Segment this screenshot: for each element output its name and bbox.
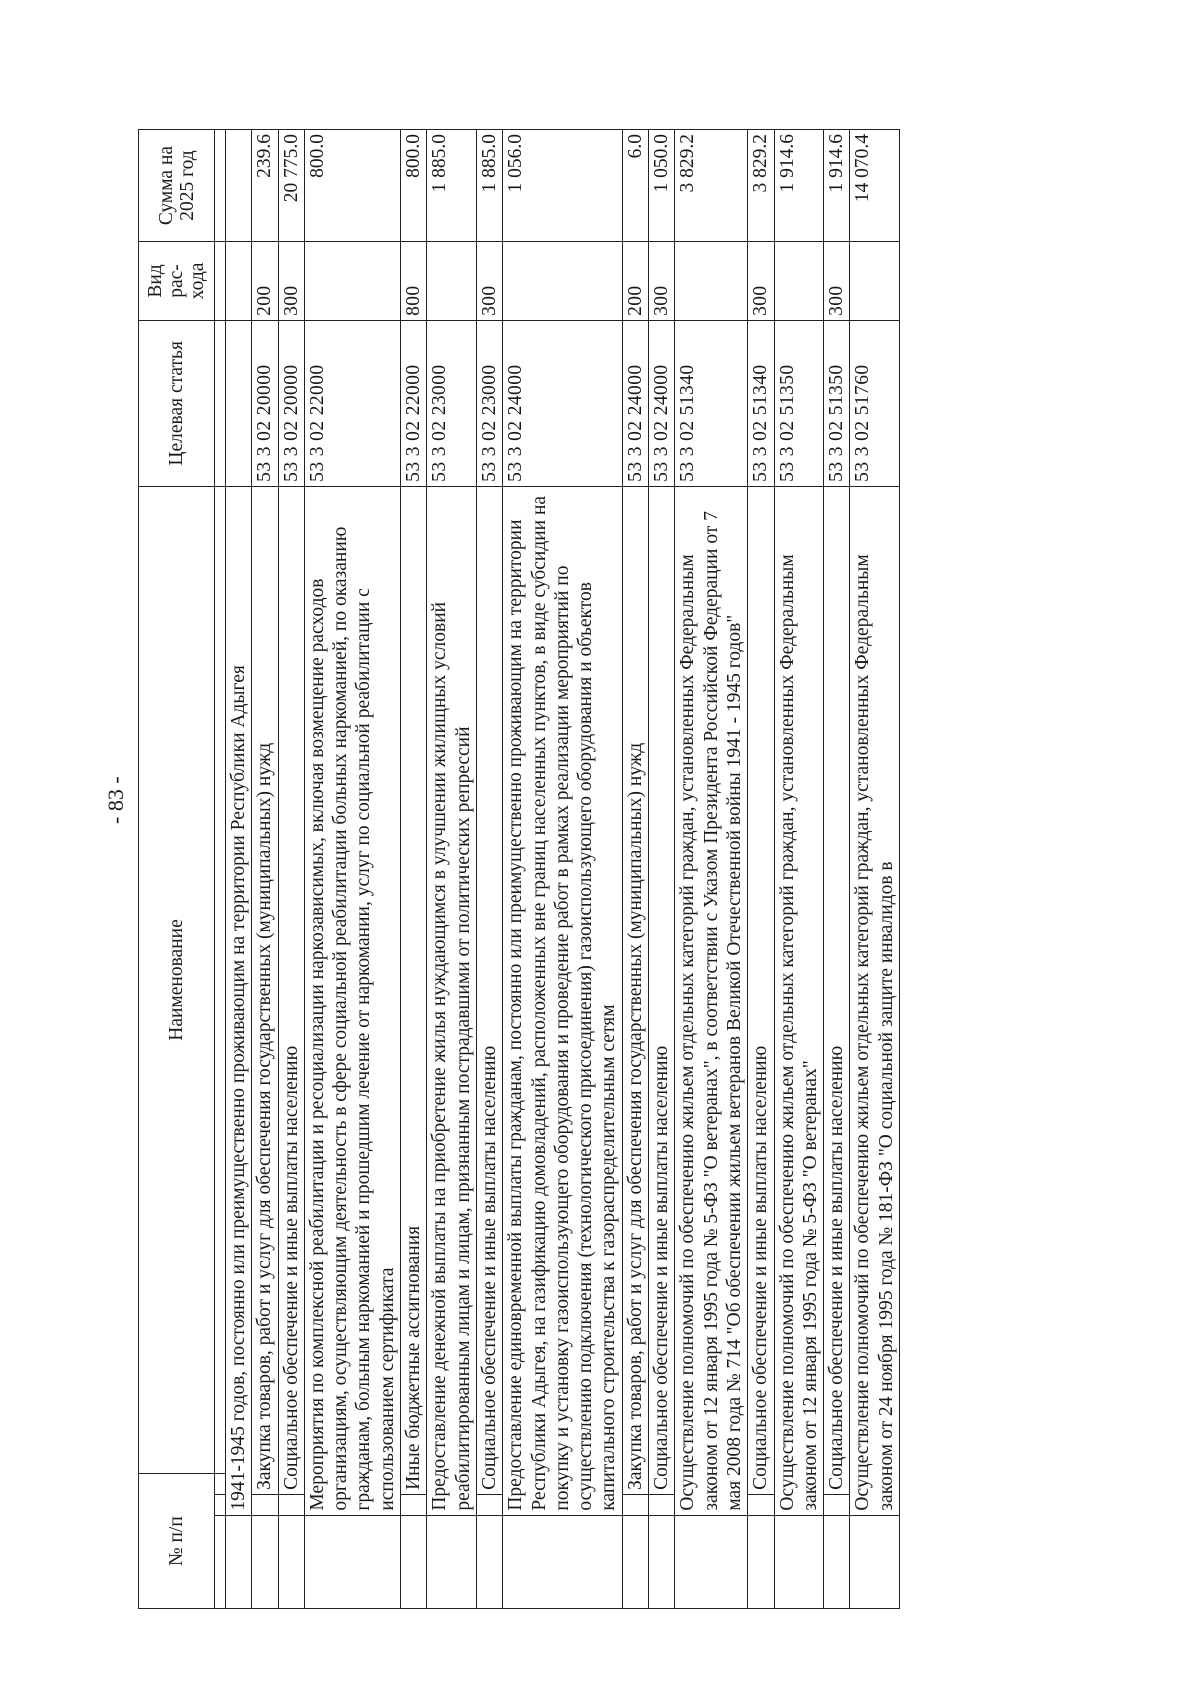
- row-vid: 300: [649, 242, 675, 321]
- row-sum: 1 914.6: [774, 130, 824, 242]
- row-name: Социальное обеспечение и иные выплаты населению: [649, 486, 675, 1494]
- table-row: [304, 130, 400, 1609]
- row-sum: 1 050.0: [649, 130, 675, 242]
- row-sum: 1 914.6: [824, 130, 850, 242]
- num-cell: [649, 1515, 675, 1608]
- row-code: 53 3 02 24000: [503, 320, 622, 486]
- row-vid: [427, 242, 477, 321]
- header-code: Целевая статья: [139, 320, 215, 486]
- table-row: [649, 130, 675, 1609]
- num-cell: [427, 1515, 477, 1608]
- row-sum: 20 775.0: [278, 130, 304, 242]
- row-name: Социальное обеспечение и иные выплаты населению: [824, 486, 850, 1494]
- row-vid: 200: [252, 242, 278, 321]
- row-name: Социальное обеспечение и иные выплаты населению: [748, 486, 774, 1494]
- table-row: [850, 130, 900, 1609]
- budget-table-sheet: [138, 129, 1078, 1609]
- row-vid: [774, 242, 824, 321]
- indent-cell: [252, 1494, 278, 1515]
- row-code: 53 3 02 24000: [622, 320, 648, 486]
- row-code: 53 3 02 20000: [278, 320, 304, 486]
- row-code: 53 3 02 24000: [649, 320, 675, 486]
- row-code: 53 3 02 23000: [427, 320, 477, 486]
- row-sum: 800.0: [401, 130, 427, 242]
- row-name: Осуществление полномочий по обеспечению жильем отдельных категорий граждан, установленных Федеральным законом от 12 января 1995 года № 5-ФЗ "О ветеранах": [774, 486, 824, 1515]
- row-sum: 1 885.0: [427, 130, 477, 242]
- header-gap-row: [215, 130, 226, 1609]
- row-code: 53 3 02 51350: [824, 320, 850, 486]
- row-sum: [226, 130, 252, 242]
- row-code: 53 3 02 22000: [401, 320, 427, 486]
- indent-cell: [824, 1494, 850, 1515]
- row-sum: 6.0: [622, 130, 648, 242]
- row-sum: 1 885.0: [476, 130, 502, 242]
- row-code: 53 3 02 20000: [252, 320, 278, 486]
- row-sum: 14 070.4: [850, 130, 900, 242]
- num-cell: [503, 1515, 622, 1608]
- page-number: - 83 -: [103, 776, 128, 824]
- indent-cell: [476, 1494, 502, 1515]
- row-vid: 300: [824, 242, 850, 321]
- row-vid: 300: [476, 242, 502, 321]
- row-sum: 3 829.2: [748, 130, 774, 242]
- indent-cell: [401, 1494, 427, 1515]
- header-sum: Сумма на 2025 год: [139, 130, 215, 242]
- num-cell: [824, 1515, 850, 1608]
- num-cell: [675, 1515, 748, 1608]
- table-body: [226, 130, 900, 1609]
- row-vid: [226, 242, 252, 321]
- indent-cell: [622, 1494, 648, 1515]
- row-sum: 3 829.2: [675, 130, 748, 242]
- table-row: [252, 130, 278, 1609]
- num-cell: [748, 1515, 774, 1608]
- row-sum: 800.0: [304, 130, 400, 242]
- row-code: 53 3 02 51340: [675, 320, 748, 486]
- indent-cell: [278, 1494, 304, 1515]
- num-cell: [850, 1515, 900, 1608]
- row-code: [226, 320, 252, 486]
- row-vid: [675, 242, 748, 321]
- table-row: [774, 130, 824, 1609]
- row-name: Закупка товаров, работ и услуг для обеспечения государственных (муниципальных) нужд: [622, 486, 648, 1494]
- num-cell: [226, 1515, 252, 1608]
- row-vid: 300: [748, 242, 774, 321]
- num-cell: [476, 1515, 502, 1608]
- row-sum: 1 056.0: [503, 130, 622, 242]
- row-name: Социальное обеспечение и иные выплаты населению: [278, 486, 304, 1494]
- num-cell: [401, 1515, 427, 1608]
- table-row: [824, 130, 850, 1609]
- table-row: [278, 130, 304, 1609]
- row-code: 53 3 02 22000: [304, 320, 400, 486]
- row-code: 53 3 02 51340: [748, 320, 774, 486]
- row-vid: [850, 242, 900, 321]
- table-header-row: [139, 130, 215, 1609]
- table-row: [675, 130, 748, 1609]
- row-name: Иные бюджетные ассигнования: [401, 486, 427, 1494]
- row-name: Осуществление полномочий по обеспечению жильем отдельных категорий граждан, установленных Федеральным законом от 24 ноября 1995 года № 181-ФЗ "О социальной защите инвалидов в: [850, 486, 900, 1515]
- table-row: [226, 130, 252, 1609]
- row-vid: 300: [278, 242, 304, 321]
- row-name: Предоставление единовременной выплаты гражданам, постоянно или преимущественно проживающим на территории Республики Адыгея, на газификацию домовладений, расположенных вне границ населенных пунктов, в виде субсидии на покупку и установку газоиспользующего оборудования и проведение работ в рамках реализации мероприятий по осуществлению подключения (технологического присоединения) газоиспользующего оборудования и объектов капитального строительства к газораспределительным сетям: [503, 486, 622, 1515]
- row-name: Мероприятия по комплексной реабилитации и ресоциализации наркозависимых, включая возмещение расходов организациям, осуществляющим деятельность в сфере социальной реабилитации больных наркоманией, по оказанию гражданам, больным наркоманией и прошедшим лечение от наркомании, услуг по социальной реабилитации с использованием сертификата: [304, 486, 400, 1515]
- num-cell: [278, 1515, 304, 1608]
- row-sum: 239.6: [252, 130, 278, 242]
- table-row: [476, 130, 502, 1609]
- row-name: Предоставление денежной выплаты на приобретение жилья нуждающимся в улучшении жилищных условий реабилитированным лицам и лицам, признанным пострадавшими от политических репрессий: [427, 486, 477, 1515]
- table-row: [503, 130, 622, 1609]
- header-name: Наименование: [139, 486, 215, 1473]
- row-code: 53 3 02 23000: [476, 320, 502, 486]
- row-vid: 200: [622, 242, 648, 321]
- row-code: 53 3 02 51350: [774, 320, 824, 486]
- indent-cell: [649, 1494, 675, 1515]
- row-vid: 800: [401, 242, 427, 321]
- header-num: № п/п: [139, 1474, 215, 1609]
- row-code: 53 3 02 51760: [850, 320, 900, 486]
- row-name: 1941-1945 годов, постоянно или преимущественно проживающим на территории Республики Адыгея: [226, 486, 252, 1515]
- row-name: Осуществление полномочий по обеспечению жильем отдельных категорий граждан, установленных Федеральным законом от 12 января 1995 года № 5-ФЗ "О ветеранах", в соответствии с Указом Президента Российской Федерации от 7 мая 2008 года № 714 "Об обеспечении жильем ветеранов Великой Отечественной войны 1941 - 1945 годов": [675, 486, 748, 1515]
- row-vid: [304, 242, 400, 321]
- row-name: Социальное обеспечение и иные выплаты населению: [476, 486, 502, 1494]
- row-vid: [503, 242, 622, 321]
- indent-cell: [748, 1494, 774, 1515]
- num-cell: [252, 1515, 278, 1608]
- budget-table: [138, 129, 900, 1609]
- table-row: [401, 130, 427, 1609]
- num-cell: [622, 1515, 648, 1608]
- num-cell: [304, 1515, 400, 1608]
- header-vid: Вид рас-хода: [139, 242, 215, 321]
- row-name: Закупка товаров, работ и услуг для обеспечения государственных (муниципальных) нужд: [252, 486, 278, 1494]
- table-row: [427, 130, 477, 1609]
- table-row: [748, 130, 774, 1609]
- num-cell: [774, 1515, 824, 1608]
- table-row: [622, 130, 648, 1609]
